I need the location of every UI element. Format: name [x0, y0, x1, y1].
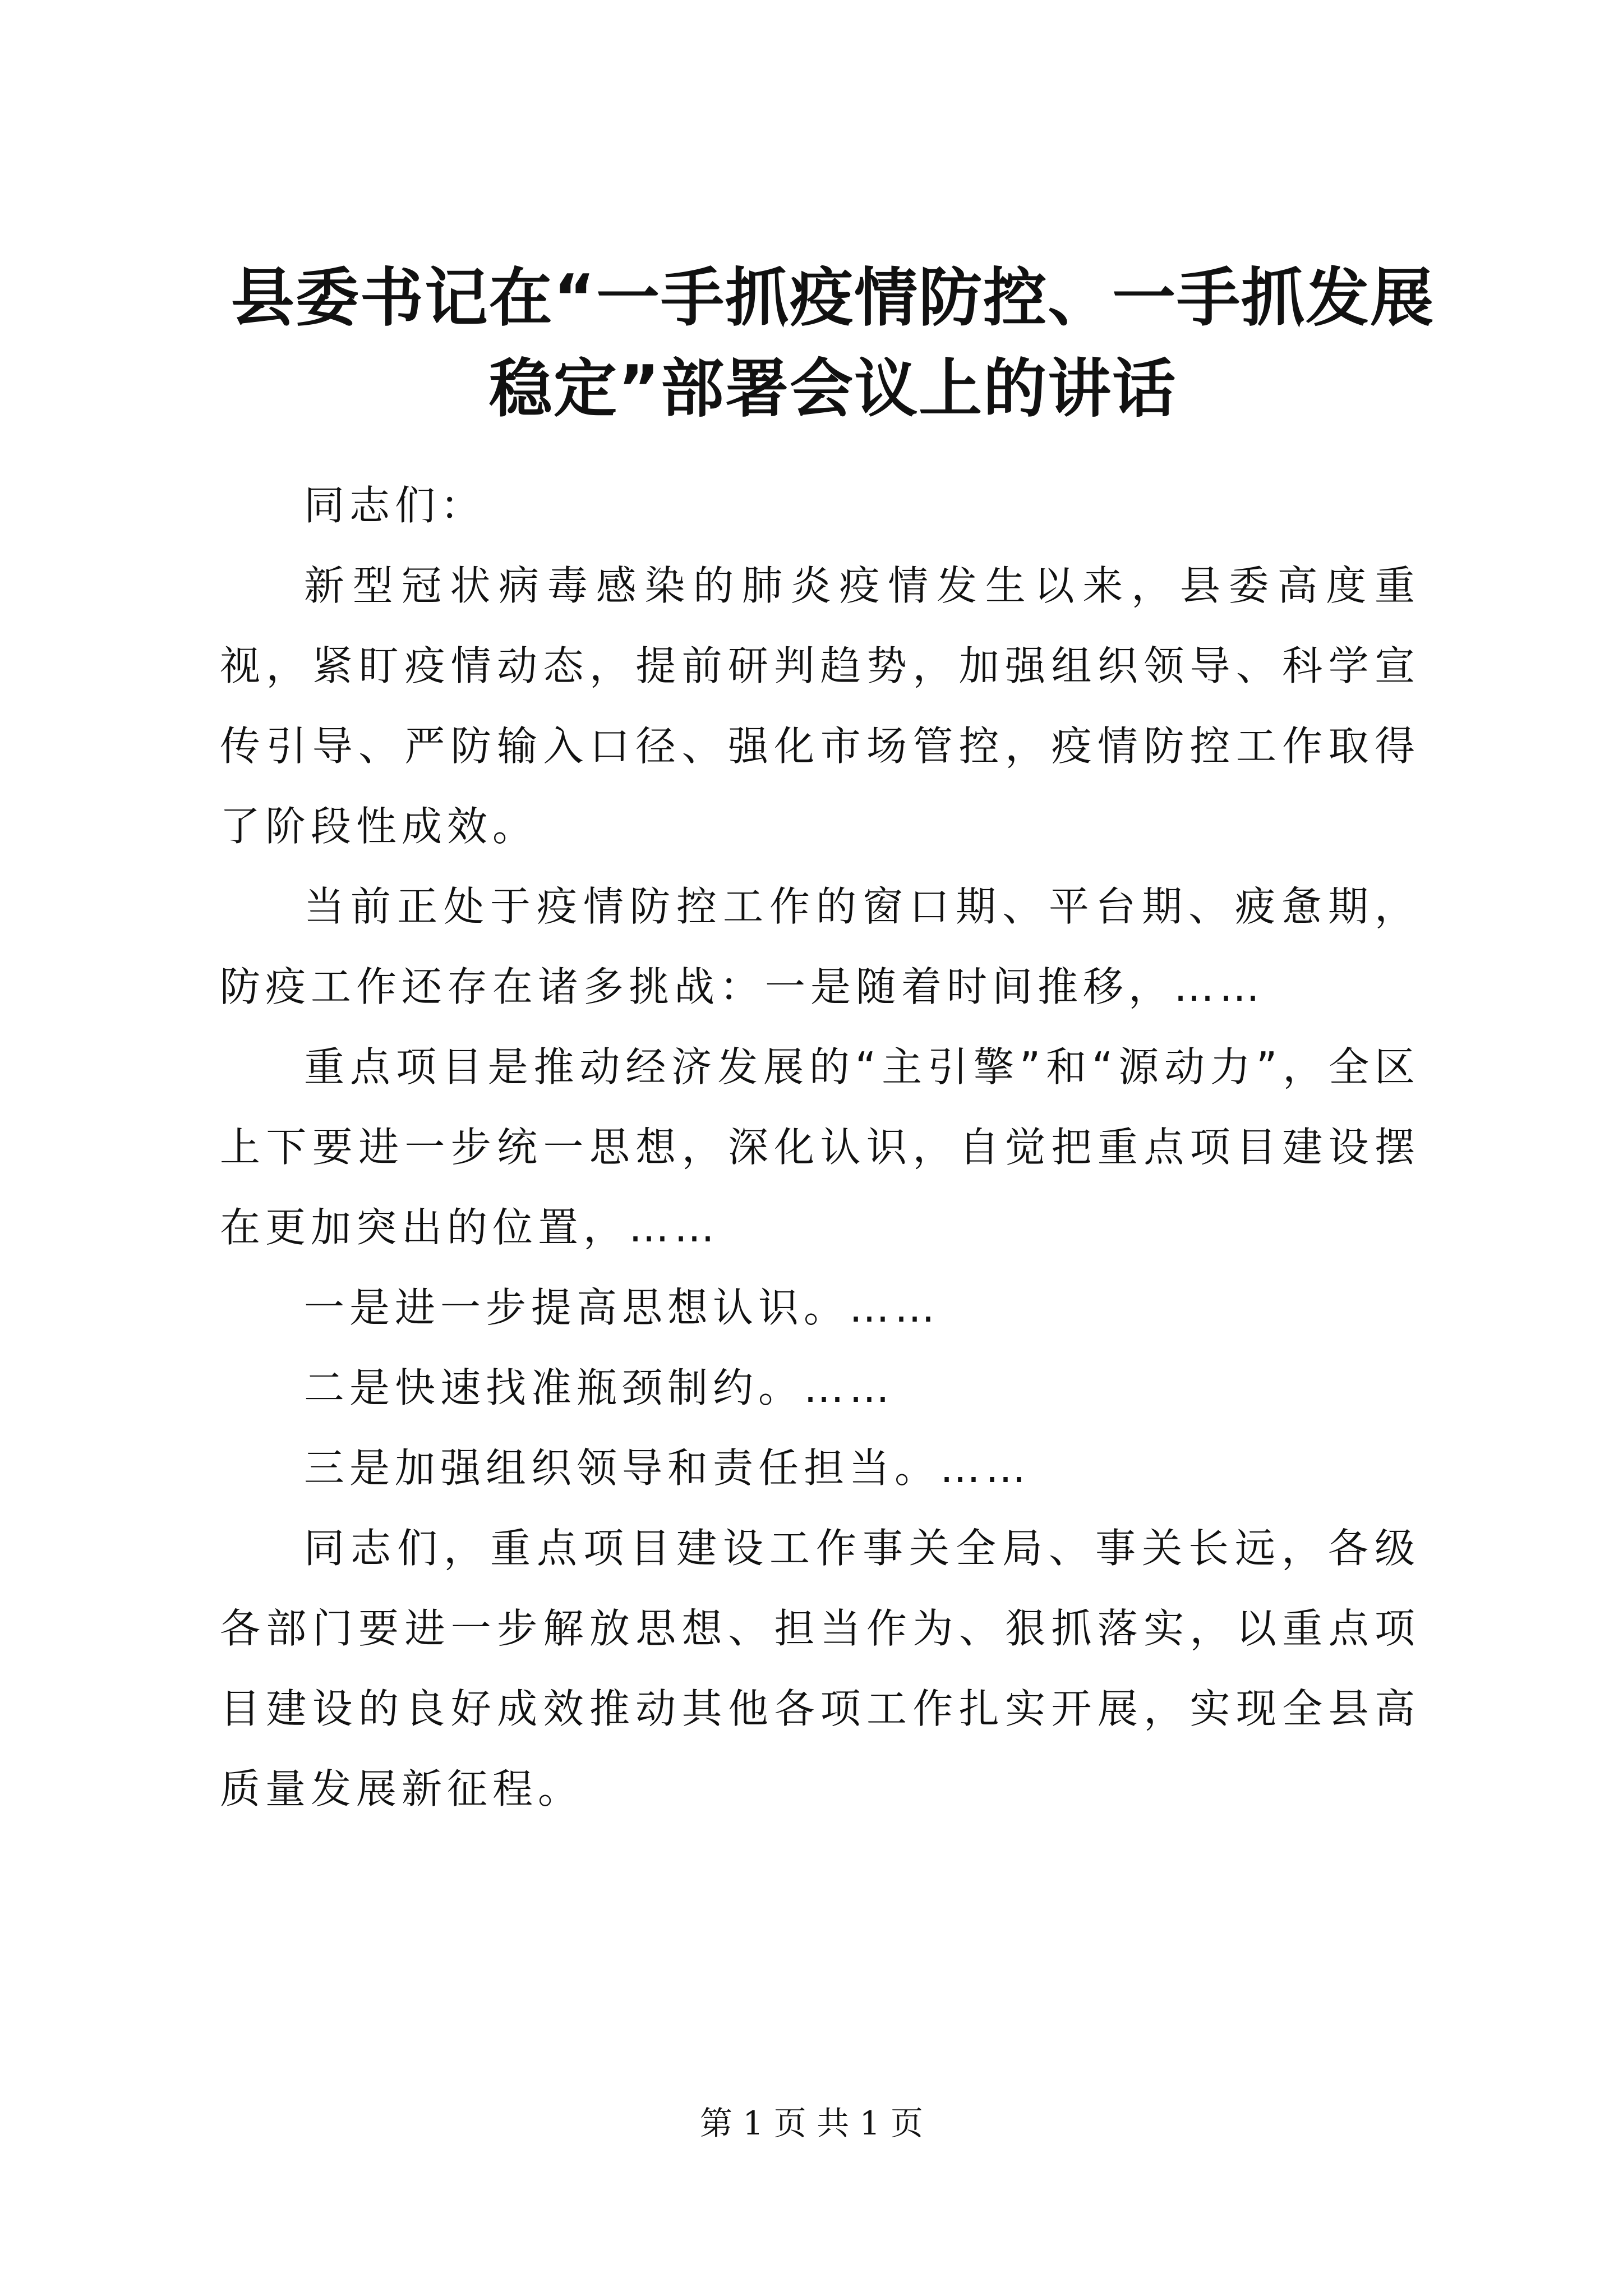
document-title: 县委书记在“一手抓疫情防控、一手抓发展稳定”部署会议上的讲话: [230, 261, 1435, 426]
body-paragraph: 新型冠状病毒感染的肺炎疫情发生以来，县委高度重视，紧盯疫情动态，提前研判趋势，加强组织领导、科学宣传引导、严防输入口径、强化市场管控，疫情防控工作取得了阶段性成效。: [220, 562, 1420, 850]
body-paragraph: 重点项目是推动经济发展的“主引擎”和“源动力”，全区上下要进一步统一思想，深化认识，自觉把重点项目建设摆在更加突出的位置，……: [220, 1043, 1420, 1251]
closing-paragraph: 同志们，重点项目建设工作事关全局、事关长远，各级各部门要进一步解放思想、担当作为、狠抓落实，以重点项目建设的良好成效推动其他各项工作扎实开展，实现全县高质量发展新征程。: [220, 1525, 1420, 1812]
document-body: [220, 466, 1420, 1829]
page-number-footer: 第 1 页 共 1 页: [700, 2104, 923, 2142]
body-paragraph: 当前正处于疫情防控工作的窗口期、平台期、疲惫期，防疫工作还存在诸多挑战：一是随着时间推移，……: [220, 883, 1420, 1010]
list-paragraph: 二是快速找准瓶颈制约。……: [304, 1364, 895, 1411]
list-paragraph: 三是加强组织领导和责任担当。……: [304, 1444, 1031, 1492]
list-paragraph: 一是进一步提高思想认识。……: [304, 1284, 940, 1331]
salutation-paragraph: 同志们：: [304, 482, 486, 529]
